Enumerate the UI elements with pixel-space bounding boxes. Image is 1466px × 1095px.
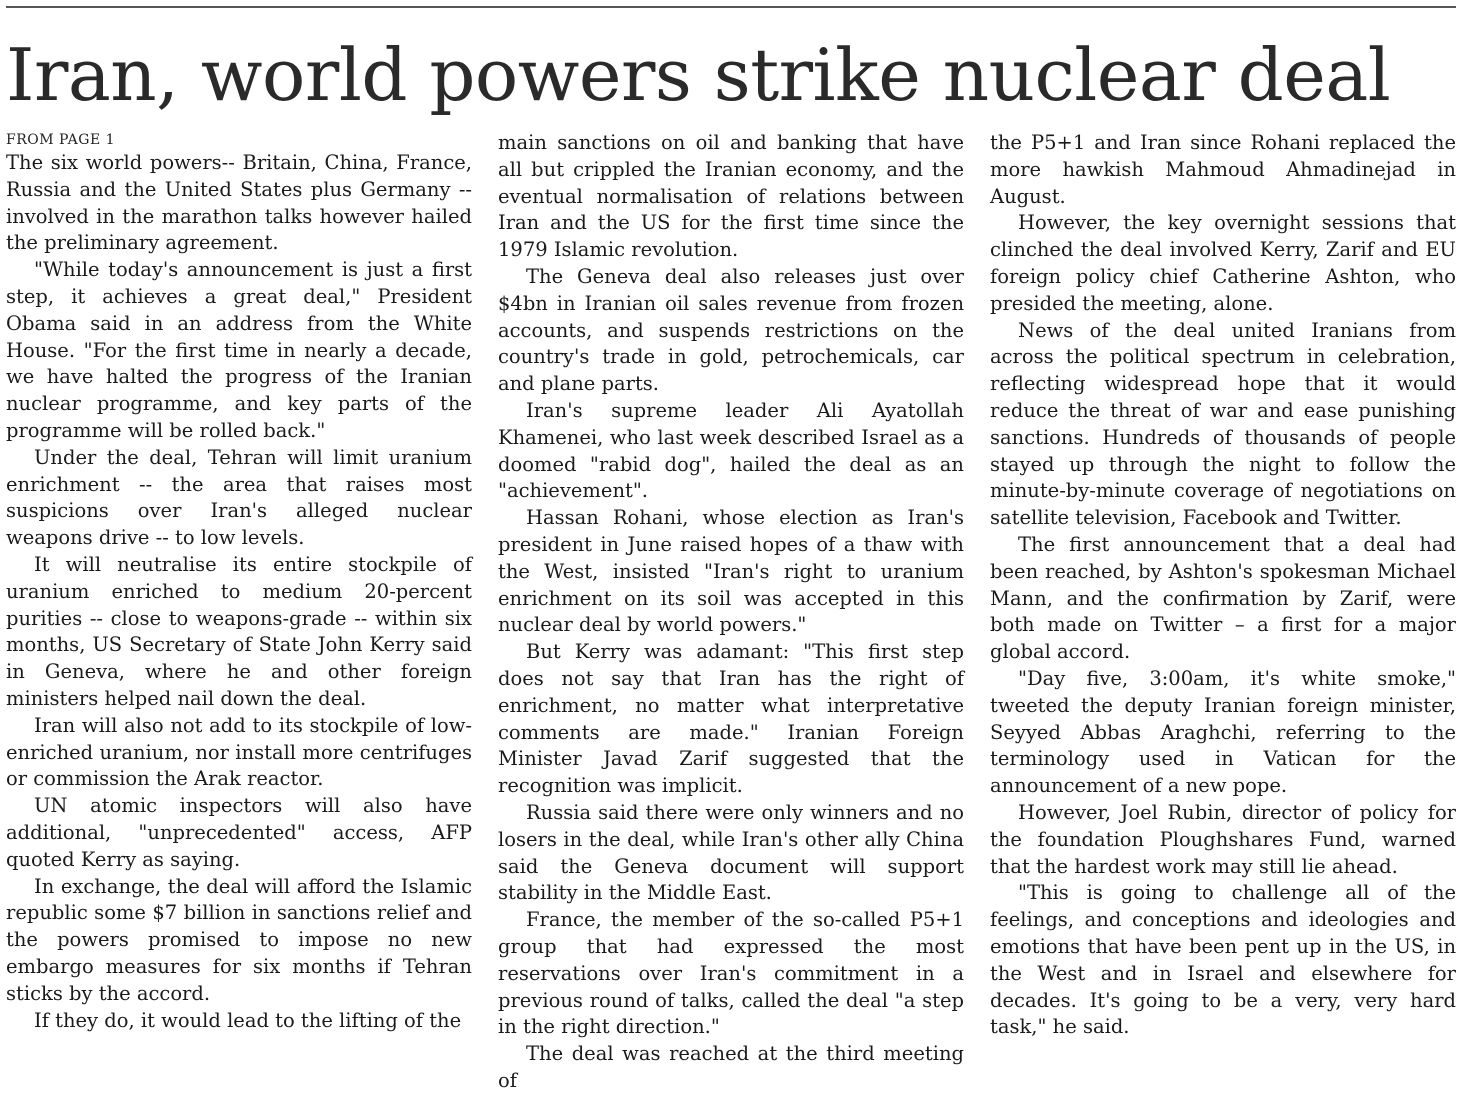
article-column-3 [990, 130, 1456, 1041]
paragraph: It will neutralise its entire stockpile of uranium enriched to medium 20-percent purities -- close to weapons-grade -- within six months, US Secretary of State John Kerry said in Geneva, where he and other foreign ministers helped nail down the deal. [6, 552, 472, 710]
paragraph: The Geneva deal also releases just over $4bn in Iranian oil sales revenue from frozen accounts, and suspends restrictions on the country's trade in gold, petrochemicals, car and plane parts. [498, 264, 964, 396]
paragraph: However, the key overnight sessions that clinched the deal involved Kerry, Zarif and EU foreign policy chief Catherine Ashton, who presided the meeting, alone. [990, 211, 1456, 315]
paragraph: Iran will also not add to its stockpile of low-enriched uranium, nor install more centrifuges or commission the Arak reactor. [6, 713, 472, 791]
paragraph: In exchange, the deal will afford the Islamic republic some $7 billion in sanctions relief and the powers promised to impose no new embargo measures for six months if Tehran sticks by the accord. [6, 874, 472, 1005]
paragraph: The deal was reached at the third meeting of [498, 1042, 964, 1092]
paragraph: the P5+1 and Iran since Rohani replaced the more hawkish Mahmoud Ahmadinejad in August. [990, 131, 1456, 208]
paragraph: However, Joel Rubin, director of policy for the foundation Ploughshares Fund, warned that the hardest work may still lie ahead. [990, 800, 1456, 878]
paragraph: France, the member of the so-called P5+1 group that had expressed the most reservations over Iran's commitment in a previous round of talks, called the deal "a step in the right direction." [498, 908, 964, 1039]
paragraph: Iran's supreme leader Ali Ayatollah Khamenei, who last week described Israel as a doomed "rabid dog", hailed the deal as an "achievement". [498, 398, 964, 503]
paragraph: Hassan Rohani, whose election as Iran's president in June raised hopes of a thaw with the West, insisted "Iran's right to uranium enrichment on its soil was accepted in this nuclear deal by world powers." [498, 506, 964, 637]
paragraph: "Day five, 3:00am, it's white smoke," tweeted the deputy Iranian foreign minister, Seyyed Abbas Araghchi, referring to the terminology used in Vatican for the announcement of a new pope. [990, 666, 1456, 798]
paragraph: main sanctions on oil and banking that have all but crippled the Iranian economy, and the eventual normalisation of relations between Iran and the US for the first time since the 1979 Islamic revolution. [498, 131, 964, 262]
paragraph: The six world powers-- Britain, China, France, Russia and the United States plus Germany -- involved in the marathon talks however hailed the preliminary agreement. [6, 151, 472, 255]
paragraph: News of the deal united Iranians from across the political spectrum in celebration, reflecting widespread hope that it would reduce the threat of war and ease punishing sanctions. Hundreds of thousands of people stayed up through the night to follow the minute-by-minute coverage of negotiations on satellite television, Facebook and Twitter. [990, 318, 1456, 530]
kicker: FROM PAGE 1 [6, 132, 116, 148]
paragraph: The first announcement that a deal had been reached, by Ashton's spokesman Michael Mann, and the confirmation by Zarif, were both made on Twitter – a first for a major global accord. [990, 532, 1456, 664]
top-rule [6, 6, 1456, 8]
paragraph: "This is going to challenge all of the feelings, and conceptions and ideologies and emotions that have been pent up in the US, in the West and in Israel and elsewhere for decades. It's going to be a very, very hard task," he said. [990, 881, 1456, 1039]
paragraph: Under the deal, Tehran will limit uranium enrichment -- the area that raises most suspicions over Iran's alleged nuclear weapons drive -- to low levels. [6, 445, 472, 550]
article-column-2 [498, 130, 964, 1095]
paragraph: But Kerry was adamant: "This first step does not say that Iran has the right of enrichment, no matter what interpretative comments are made." Iranian Foreign Minister Javad Zarif suggested that the recognition was implicit. [498, 640, 964, 798]
headline: Iran, world powers strike nuclear deal [6, 33, 1391, 117]
paragraph: Russia said there were only winners and no losers in the deal, while Iran's other ally China said the Geneva document will support stability in the Middle East. [498, 800, 964, 905]
paragraph: "While today's announcement is just a first step, it achieves a great deal," President Obama said in an address from the White House. "For the first time in nearly a decade, we have halted the progress of the Iranian nuclear programme, and key parts of the programme will be rolled back." [6, 258, 472, 442]
paragraph: If they do, it would lead to the lifting of the [34, 1008, 462, 1032]
paragraph: UN atomic inspectors will also have additional, "unprecedented" access, AFP quoted Kerry as saying. [6, 794, 472, 871]
article-column-1 [6, 130, 472, 1034]
